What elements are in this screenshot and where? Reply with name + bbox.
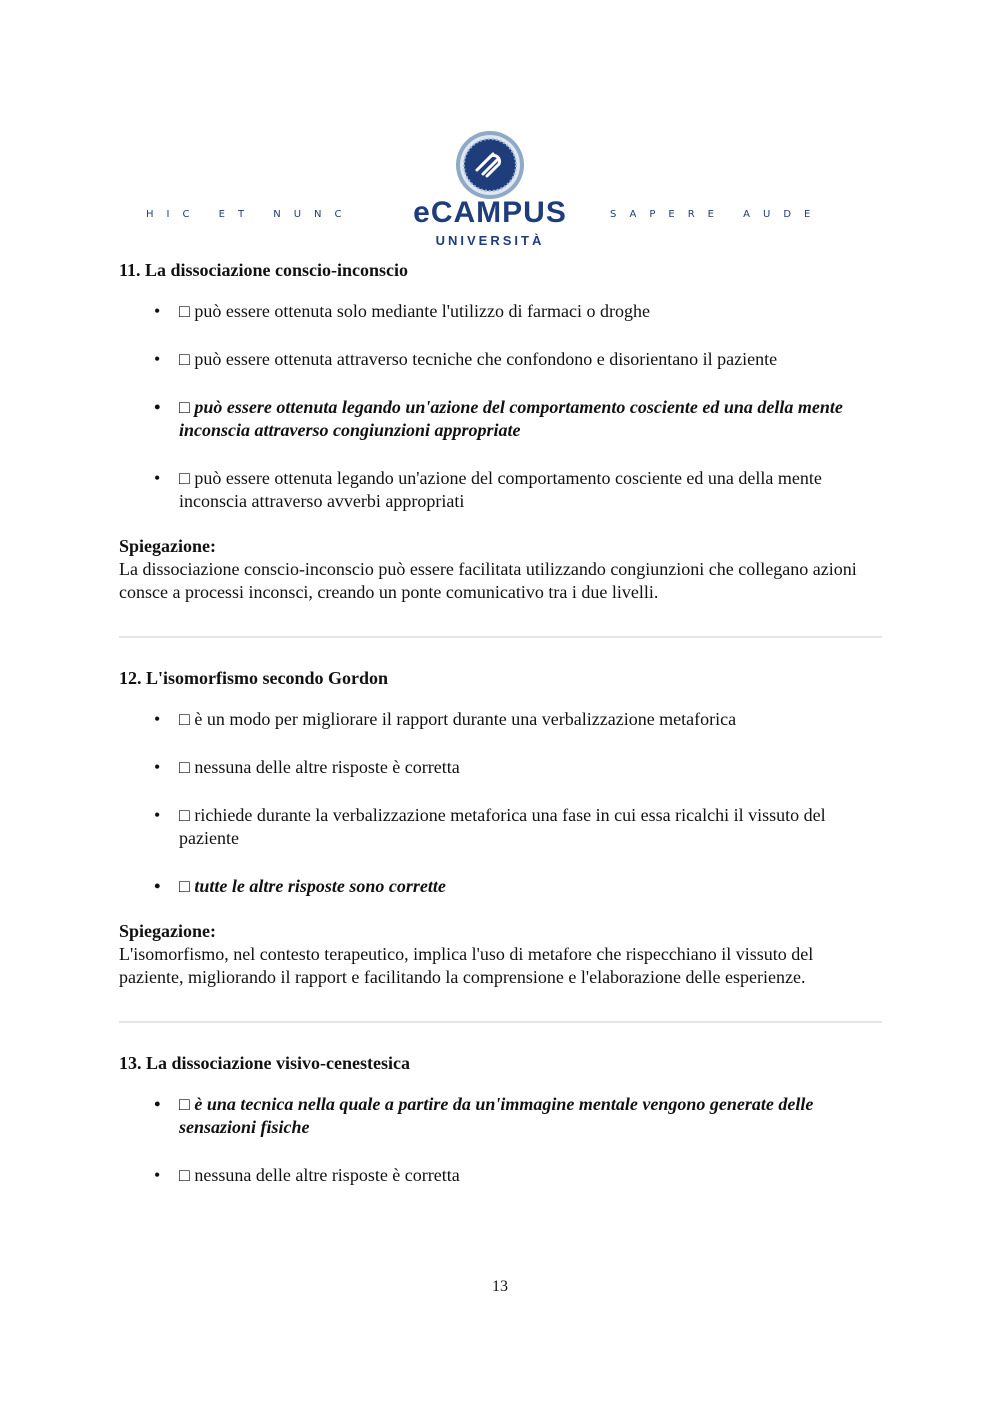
option-item: • □ richiede durante la verbalizzazione metaforica una fase in cui essa ricalchi il vissuto del paziente: [119, 804, 882, 850]
ecampus-seal-icon: [455, 130, 525, 200]
divider: [119, 1021, 882, 1023]
explanation-label: Spiegazione:: [119, 536, 216, 556]
option-list: [119, 1093, 882, 1187]
option-list: [119, 708, 882, 898]
explanation-text: La dissociazione conscio-inconscio può essere facilitata utilizzando congiunzioni che collegano azioni consce a processi inconsci, creando un ponte comunicativo tra i due livelli.: [119, 559, 857, 602]
option-item-correct: • □ è una tecnica nella quale a partire da un'immagine mentale vengono generate delle sensazioni fisiche: [119, 1093, 882, 1139]
motto-left: HIC ET NUNC: [146, 209, 355, 220]
page-number: 13: [492, 1278, 508, 1295]
explanation-label: Spiegazione:: [119, 921, 216, 941]
option-item: • □ può essere ottenuta solo mediante l'utilizzo di farmaci o droghe: [119, 300, 882, 323]
option-item-correct: • □ tutte le altre risposte sono corrette: [119, 875, 882, 898]
question-12: [119, 666, 882, 989]
question-title: 11. La dissociazione conscio-inconscio: [119, 260, 409, 280]
question-title: 13. La dissociazione visivo-cenestesica: [119, 1053, 410, 1073]
brand-logo-text: eCAMPUS: [413, 196, 567, 229]
motto-right: SAPERE AUDE: [610, 209, 824, 220]
option-item: • □ nessuna delle altre risposte è corretta: [119, 1164, 882, 1187]
question-13: [119, 1051, 882, 1187]
divider: [119, 636, 882, 638]
question-title: 12. L'isomorfismo secondo Gordon: [119, 668, 389, 688]
university-label: UNIVERSITÀ: [435, 233, 545, 248]
option-item-correct: • □ può essere ottenuta legando un'azione del comportamento cosciente ed una della mente inconscia attraverso congiunzioni appropriate: [119, 396, 882, 442]
quiz-content: [119, 258, 882, 1212]
explanation-text: L'isomorfismo, nel contesto terapeutico, implica l'uso di metafore che rispecchiano il vissuto del paziente, migliorando il rapport e facilitando la comprensione e l'elaborazione delle esperienze.: [119, 944, 814, 987]
option-item: • □ nessuna delle altre risposte è corretta: [119, 756, 882, 779]
option-item: • □ può essere ottenuta legando un'azione del comportamento cosciente ed una della mente inconscia attraverso avverbi appropriati: [119, 467, 882, 513]
option-item: • □ è un modo per migliorare il rapport durante una verbalizzazione metaforica: [119, 708, 882, 731]
question-11: [119, 258, 882, 604]
option-item: • □ può essere ottenuta attraverso tecniche che confondono e disorientano il paziente: [119, 348, 882, 371]
option-list: [119, 300, 882, 513]
